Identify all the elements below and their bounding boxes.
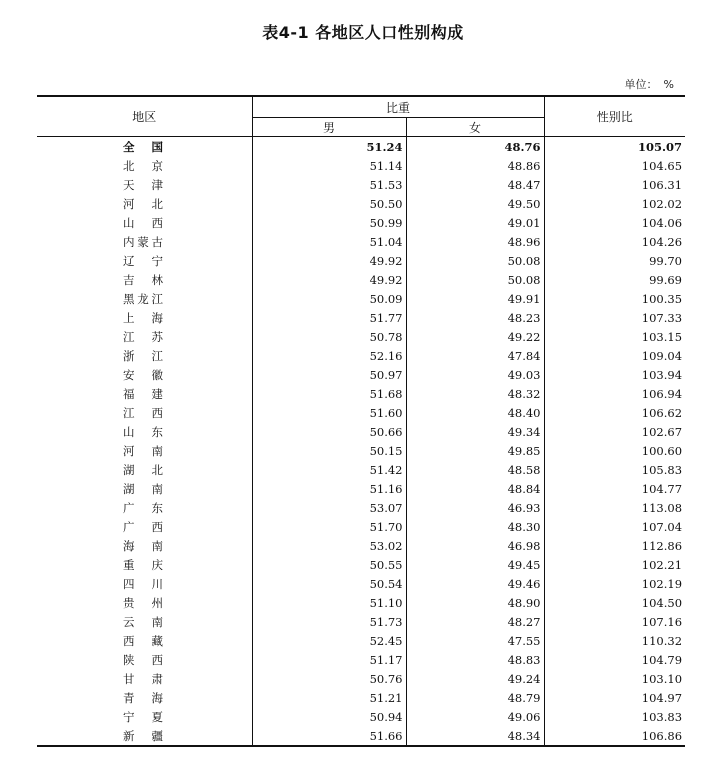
female-share-cell: 49.22 [406, 327, 544, 346]
sex-ratio-cell: 104.79 [544, 650, 685, 669]
sex-ratio-cell: 99.69 [544, 270, 685, 289]
region-name: 海南 [123, 538, 163, 553]
female-share-cell: 48.90 [406, 593, 544, 612]
male-share-cell: 49.92 [252, 270, 406, 289]
region-name: 陕西 [123, 652, 163, 667]
sex-ratio-cell: 106.86 [544, 726, 685, 746]
female-share-cell: 48.79 [406, 688, 544, 707]
sex-ratio-cell: 103.83 [544, 707, 685, 726]
table-body [37, 137, 685, 747]
male-share-cell: 50.99 [252, 213, 406, 232]
table-row [37, 365, 685, 384]
female-share-cell: 49.03 [406, 365, 544, 384]
region-name: 青海 [123, 690, 163, 705]
region-cell [37, 555, 252, 574]
region-name: 贵州 [123, 595, 163, 610]
region-name: 安徽 [123, 367, 163, 382]
table-row [37, 270, 685, 289]
male-share-cell: 50.97 [252, 365, 406, 384]
region-cell [37, 422, 252, 441]
region-cell [37, 479, 252, 498]
table-row [37, 650, 685, 669]
table-row-national-total [37, 137, 685, 157]
male-share-cell: 51.04 [252, 232, 406, 251]
sex-ratio-cell: 104.06 [544, 213, 685, 232]
region-cell [37, 308, 252, 327]
male-share-cell: 51.53 [252, 175, 406, 194]
male-share-cell: 53.07 [252, 498, 406, 517]
table-row [37, 403, 685, 422]
male-share-cell: 51.14 [252, 156, 406, 175]
region-cell [37, 175, 252, 194]
table-row [37, 441, 685, 460]
region-cell [37, 156, 252, 175]
region-name: 山西 [123, 215, 163, 230]
male-share-cell: 50.09 [252, 289, 406, 308]
sex-ratio-cell: 105.07 [544, 137, 685, 157]
sex-ratio-cell: 103.15 [544, 327, 685, 346]
region-name: 重庆 [123, 557, 163, 572]
female-share-cell: 48.84 [406, 479, 544, 498]
region-cell [37, 726, 252, 746]
unit-note [625, 76, 674, 92]
region-cell [37, 612, 252, 631]
male-share-cell: 50.54 [252, 574, 406, 593]
sex-ratio-cell: 104.77 [544, 479, 685, 498]
male-share-cell: 51.42 [252, 460, 406, 479]
unit-value: % [663, 78, 674, 91]
table-title: 表4-1 各地区人口性别构成 [262, 23, 464, 42]
region-cell [37, 289, 252, 308]
female-share-cell: 48.27 [406, 612, 544, 631]
header-female: 女 [406, 118, 544, 137]
region-cell [37, 327, 252, 346]
region-cell [37, 194, 252, 213]
region-name: 宁夏 [123, 709, 163, 724]
unit-label: 单位： [624, 78, 658, 91]
female-share-cell: 48.58 [406, 460, 544, 479]
table-row [37, 346, 685, 365]
region-name: 甘肃 [123, 671, 163, 686]
female-share-cell: 48.47 [406, 175, 544, 194]
sex-ratio-cell: 107.04 [544, 517, 685, 536]
region-cell [37, 650, 252, 669]
table-row [37, 612, 685, 631]
female-share-cell: 49.24 [406, 669, 544, 688]
sex-ratio-cell: 113.08 [544, 498, 685, 517]
female-share-cell: 46.98 [406, 536, 544, 555]
sex-ratio-cell: 110.32 [544, 631, 685, 650]
region-name: 四川 [123, 576, 163, 591]
male-share-cell: 50.50 [252, 194, 406, 213]
female-share-cell: 49.01 [406, 213, 544, 232]
sex-ratio-cell: 106.62 [544, 403, 685, 422]
region-name: 内蒙古 [123, 234, 163, 249]
region-name: 全国 [123, 139, 163, 154]
male-share-cell: 51.66 [252, 726, 406, 746]
table-row [37, 422, 685, 441]
female-share-cell: 46.93 [406, 498, 544, 517]
region-cell [37, 688, 252, 707]
male-share-cell: 51.17 [252, 650, 406, 669]
sex-ratio-cell: 109.04 [544, 346, 685, 365]
region-cell [37, 403, 252, 422]
female-share-cell: 47.84 [406, 346, 544, 365]
table-row [37, 251, 685, 270]
male-share-cell: 52.45 [252, 631, 406, 650]
region-cell [37, 631, 252, 650]
male-share-cell: 50.76 [252, 669, 406, 688]
male-share-cell: 51.10 [252, 593, 406, 612]
female-share-cell: 50.08 [406, 251, 544, 270]
region-name: 湖北 [123, 462, 163, 477]
female-share-cell: 49.45 [406, 555, 544, 574]
sex-ratio-cell: 102.19 [544, 574, 685, 593]
sex-ratio-cell: 102.02 [544, 194, 685, 213]
female-share-cell: 50.08 [406, 270, 544, 289]
female-share-cell: 48.76 [406, 137, 544, 157]
table-row [37, 593, 685, 612]
male-share-cell: 51.24 [252, 137, 406, 157]
table-row [37, 707, 685, 726]
region-name: 天津 [123, 177, 163, 192]
table-row [37, 460, 685, 479]
male-share-cell: 51.21 [252, 688, 406, 707]
female-share-cell: 47.55 [406, 631, 544, 650]
female-share-cell: 48.30 [406, 517, 544, 536]
table-row [37, 289, 685, 308]
region-name: 江苏 [123, 329, 163, 344]
male-share-cell: 51.77 [252, 308, 406, 327]
header-region: 地区 [37, 96, 252, 137]
male-share-cell: 51.60 [252, 403, 406, 422]
sex-ratio-cell: 105.83 [544, 460, 685, 479]
female-share-cell: 48.40 [406, 403, 544, 422]
region-name: 浙江 [123, 348, 163, 363]
sex-ratio-cell: 106.31 [544, 175, 685, 194]
female-share-cell: 49.85 [406, 441, 544, 460]
sex-ratio-cell: 107.16 [544, 612, 685, 631]
region-cell [37, 593, 252, 612]
region-name: 湖南 [123, 481, 163, 496]
region-name: 广西 [123, 519, 163, 534]
region-cell [37, 251, 252, 270]
sex-ratio-cell: 102.21 [544, 555, 685, 574]
table-row [37, 156, 685, 175]
table-row [37, 536, 685, 555]
region-cell [37, 498, 252, 517]
table-row [37, 232, 685, 251]
table-row [37, 175, 685, 194]
sex-ratio-cell: 112.86 [544, 536, 685, 555]
female-share-cell: 48.34 [406, 726, 544, 746]
table-row [37, 308, 685, 327]
table-row [37, 555, 685, 574]
table-row [37, 517, 685, 536]
region-name: 山东 [123, 424, 163, 439]
table-row [37, 498, 685, 517]
region-name: 辽宁 [123, 253, 163, 268]
male-share-cell: 49.92 [252, 251, 406, 270]
region-cell [37, 365, 252, 384]
region-cell [37, 137, 252, 157]
male-share-cell: 50.15 [252, 441, 406, 460]
sex-ratio-cell: 104.50 [544, 593, 685, 612]
female-share-cell: 49.50 [406, 194, 544, 213]
region-cell [37, 384, 252, 403]
sex-ratio-cell: 102.67 [544, 422, 685, 441]
male-share-cell: 51.73 [252, 612, 406, 631]
region-name: 云南 [123, 614, 163, 629]
region-cell [37, 346, 252, 365]
region-name: 北京 [123, 158, 163, 173]
female-share-cell: 49.06 [406, 707, 544, 726]
female-share-cell: 48.23 [406, 308, 544, 327]
table-row [37, 688, 685, 707]
region-name: 吉林 [123, 272, 163, 287]
sex-ratio-cell: 100.60 [544, 441, 685, 460]
region-cell [37, 213, 252, 232]
table-row [37, 213, 685, 232]
table-row [37, 384, 685, 403]
male-share-cell: 50.66 [252, 422, 406, 441]
region-cell [37, 441, 252, 460]
region-name: 西藏 [123, 633, 163, 648]
region-cell [37, 232, 252, 251]
sex-ratio-cell: 104.65 [544, 156, 685, 175]
female-share-cell: 48.32 [406, 384, 544, 403]
female-share-cell: 48.96 [406, 232, 544, 251]
region-cell [37, 574, 252, 593]
table-row [37, 669, 685, 688]
region-name: 上海 [123, 310, 163, 325]
table-row [37, 194, 685, 213]
sex-ratio-cell: 103.94 [544, 365, 685, 384]
sex-ratio-cell: 99.70 [544, 251, 685, 270]
sex-ratio-cell: 106.94 [544, 384, 685, 403]
region-name: 新疆 [123, 728, 163, 743]
male-share-cell: 50.94 [252, 707, 406, 726]
region-cell [37, 460, 252, 479]
male-share-cell: 51.16 [252, 479, 406, 498]
region-name: 河北 [123, 196, 163, 211]
region-name: 广东 [123, 500, 163, 515]
region-cell [37, 517, 252, 536]
region-name: 河南 [123, 443, 163, 458]
male-share-cell: 52.16 [252, 346, 406, 365]
sex-ratio-cell: 104.97 [544, 688, 685, 707]
table-row [37, 327, 685, 346]
male-share-cell: 51.68 [252, 384, 406, 403]
header-male: 男 [252, 118, 406, 137]
table-row [37, 726, 685, 746]
male-share-cell: 51.70 [252, 517, 406, 536]
male-share-cell: 53.02 [252, 536, 406, 555]
female-share-cell: 48.83 [406, 650, 544, 669]
region-cell [37, 270, 252, 289]
female-share-cell: 49.34 [406, 422, 544, 441]
region-cell [37, 707, 252, 726]
sex-ratio-cell: 100.35 [544, 289, 685, 308]
table-row [37, 574, 685, 593]
sex-ratio-cell: 104.26 [544, 232, 685, 251]
region-cell [37, 669, 252, 688]
region-name: 黑龙江 [123, 291, 163, 306]
region-name: 福建 [123, 386, 163, 401]
region-name: 江西 [123, 405, 163, 420]
header-sex-ratio: 性别比 [544, 96, 685, 137]
sex-composition-table [37, 95, 685, 747]
header-share: 比重 [252, 96, 544, 118]
male-share-cell: 50.55 [252, 555, 406, 574]
female-share-cell: 49.91 [406, 289, 544, 308]
sex-ratio-cell: 107.33 [544, 308, 685, 327]
sex-ratio-cell: 103.10 [544, 669, 685, 688]
region-cell [37, 536, 252, 555]
table-row [37, 479, 685, 498]
female-share-cell: 48.86 [406, 156, 544, 175]
table-row [37, 631, 685, 650]
female-share-cell: 49.46 [406, 574, 544, 593]
male-share-cell: 50.78 [252, 327, 406, 346]
